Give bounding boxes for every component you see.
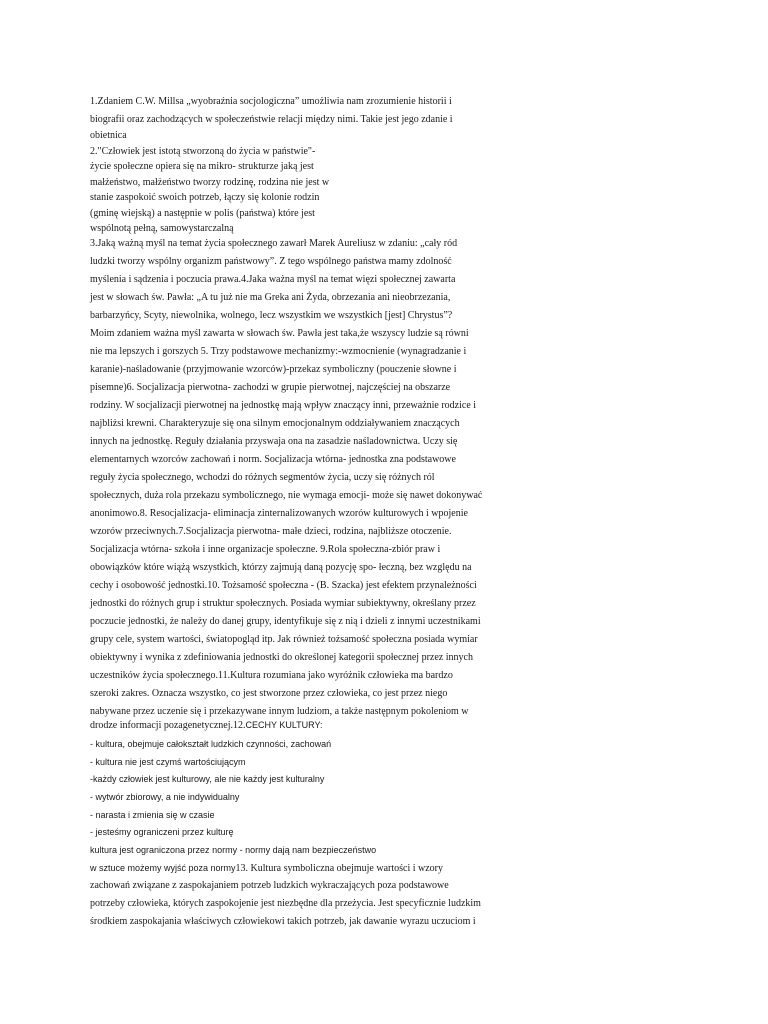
text-line: uczestników życia społecznego.11.Kultura rozumiana jako wyróżnik człowieka ma bardzo: [90, 670, 453, 681]
text-line: pisemne)6. Socjalizacja pierwotna- zachodzi w grupie pierwotnej, najczęściej na obszarze: [90, 382, 451, 393]
text-line: 1.Zdaniem C.W. Millsa „wyobraźnia socjologiczna” umożliwia nam zrozumienie historii i: [90, 96, 452, 107]
text-line: najbliżsi krewni. Charakteryzuje się ona silnym emocjonalnym oddziaływaniem znaczących: [90, 418, 460, 429]
cechy-kultury-heading: CECHY KULTURY:: [245, 720, 323, 730]
text-line: barbarzyńcy, Scyty, niewolnika, wolnego, lecz wszystkim we wszystkich [jest] Chrystus”?: [90, 310, 453, 321]
text-line: cechy i osobowość jednostki.10. Tożsamość społeczna - (B. Szacka) jest efektem przynależności: [90, 580, 477, 591]
list-item: - wytwór zbiorowy, a nie indywidualny: [90, 792, 240, 802]
text-line: obowiązków które wiążą wszystkich, którzy zajmują daną pozycję spo- łeczną, bez względu na: [90, 562, 472, 573]
text-line: grupy cele, system wartości, światopogląd itp. Jak również tożsamość społeczna posiada wymiar: [90, 634, 478, 645]
text-line: potrzeby człowieka, których zaspokojenie jest niezbędne dla przeżycia. Jest specyficznie ludzkim: [90, 898, 481, 909]
text-line: jest w słowach św. Pawła: „A tu już nie ma Greka ani Żyda, obrzezania ani nieobrzezania,: [90, 292, 451, 303]
text-line: (gminę wiejską) a następnie w polis (państwa) które jest: [90, 208, 315, 219]
text-line: reguły życia społecznego, wchodzi do różnych segmentów życia, uczy się różnych ról: [90, 472, 435, 483]
list-item: - narasta i zmienia się w czasie: [90, 810, 215, 820]
text-line: obiektywny i wynika z zdefiniowania jednostki do określonej kategorii społecznej przez innych: [90, 652, 473, 663]
text-line: biografii oraz zachodzących w społeczeństwie relacji między nimi. Takie jest jego zdanie i: [90, 114, 453, 125]
text-line: Moim zdaniem ważna myśl zawarta w słowach św. Pawła jest taka,że wszyscy ludzie są równi: [90, 328, 469, 339]
text-line: 3.Jaką ważną myśl na temat życia społecznego zawarł Marek Aureliusz w zdaniu: „cały ród: [90, 238, 458, 249]
list-item: - kultura nie jest czymś wartościującym: [90, 757, 246, 767]
text-line: nie ma lepszych i gorszych 5. Trzy podstawowe mechanizmy:-wzmocnienie (wynagradzanie i: [90, 346, 467, 357]
text-line: innych na jednostkę. Reguły działania przyswaja ona na zasadzie naśladownictwa. Uczy się: [90, 436, 458, 447]
text-fragment: drodze informacji pozagenetycznej.12.: [90, 720, 246, 731]
text-line: społecznych, duża rola przekazu symbolicznego, nie wymaga emocji- może się nawet dokonywać: [90, 490, 483, 501]
item13-start: 13. Kultura symboliczna obejmuje wartości i wzory: [235, 863, 443, 874]
text-line: szeroki zakres. Oznacza wszystko, co jest stworzone przez człowieka, co jest przez niego: [90, 688, 448, 699]
text-line: myślenia i sądzenia i poczucia prawa.4.Jaka ważna myśl na temat więzi społecznej zawarta: [90, 274, 456, 285]
text-line: wspólnotą pełną, samowystarczalną: [90, 223, 234, 234]
text-line: [90, 719, 510, 732]
text-line: Socjalizacja wtórna- szkoła i inne organizacje społeczne. 9.Rola społeczna-zbiór praw i: [90, 544, 441, 555]
text-line: karanie)-naśladowanie (przyjmowanie wzorców)-przekaz symboliczny (pouczenie słowne i: [90, 364, 457, 375]
text-line: [90, 862, 510, 875]
text-line: wzorów przeciwnych.7.Socjalizacja pierwotna- małe dzieci, rodzina, najbliższe otoczenie.: [90, 526, 452, 537]
text-line: środkiem zaspokajania właściwych człowiekowi takich potrzeb, jak dawanie wyrazu uczuciom i: [90, 916, 476, 927]
text-fragment: w sztuce możemy wyjść poza normy: [90, 863, 236, 873]
text-line: kultura jest ograniczona przez normy - normy dają nam bezpieczeństwo: [90, 845, 377, 855]
text-line: nabywane przez uczenie się i przekazywane innym ludziom, a także następnym pokoleniom w: [90, 706, 469, 717]
list-item: - jesteśmy ograniczeni przez kulturę: [90, 827, 234, 837]
text-line: życie społeczne opiera się na mikro- strukturze jaką jest: [90, 161, 314, 172]
text-line: ludzki tworzy wspólny organizm państwowy”. Z tego wspólnego państwa mamy zdolność: [90, 256, 452, 267]
text-line: obietnica: [90, 130, 127, 141]
list-item: - kultura, obejmuje całokształt ludzkich czynności, zachowań: [90, 739, 332, 749]
text-line: zachowań związane z zaspokajaniem potrzeb ludzkich wykraczających poza podstawowe: [90, 880, 449, 891]
text-line: rodziny. W socjalizacji pierwotnej na jednostkę mają wpływ znaczący inni, przeważnie rodzice i: [90, 400, 477, 411]
text-line: małżeństwo, małżeństwo tworzy rodzinę, rodzina nie jest w: [90, 177, 330, 188]
text-line: stanie zaspokoić swoich potrzeb, łączy się kolonie rodzin: [90, 192, 320, 203]
text-line: anonimowo.8. Resocjalizacja- eliminacja zinternalizowanych wzorów kulturowych i wpojenie: [90, 508, 468, 519]
text-line: jednostki do różnych grup i struktur społecznych. Posiada wymiar subiektywny, określany przez: [90, 598, 476, 609]
list-item: -każdy człowiek jest kulturowy, ale nie każdy jest kulturalny: [90, 774, 325, 784]
text-line: poczucie jednostki, że należy do danej grupy, identyfikuje się z nią i dzieli z innymi uczestnikami: [90, 616, 481, 627]
text-line: elementarnych wzorców zachowań i norm. Socjalizacja wtórna- jednostka zna podstawowe: [90, 454, 456, 465]
text-line: 2."Człowiek jest istotą stworzoną do życia w państwie"-: [90, 146, 316, 157]
